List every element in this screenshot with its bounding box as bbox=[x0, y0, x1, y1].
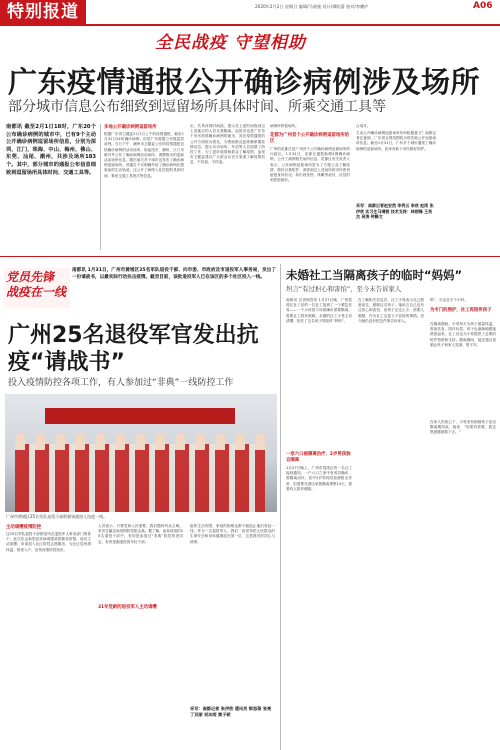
story1-col5-text: 主动公开确诊病例逗留场所有何积极意义？南都记者注意到，广东省全国范围较为领先地公开逗留场所信息。截至1月31日，广东多个城市通报了确诊病例的逗留场所，此举有助于市民做好防护。 bbox=[356, 131, 436, 151]
story2-col3-text: 组织生活有限、家庭的困难也都不能阻止他们奔赴一线。作为一名退役军人，我们一直坚持把人民群众的生命安全和身体健康放在第一位，这是我们的初心与使命。 bbox=[190, 524, 275, 544]
story3-col1b-text: 1月27日晚上，广州市荔湾区的一名社工接到通知，一户六口之家中有成员确诊，需隔离治疗。其中2岁男孩经检测暂无异常，但需要在酒店单独隔离观察14天，需要有人陪伴照顾。 bbox=[286, 466, 352, 491]
banner-slogan-text: 全民战疫 守望相助 bbox=[155, 33, 306, 53]
story3-headline: 未婚社工当隔离孩子的临时“妈妈” bbox=[286, 268, 463, 282]
story1-col4-heading: 花都为广州首个公开确诊病例逗留场所的区 bbox=[270, 133, 350, 144]
story3-col3-intro: 妈”，长达近半个小时。 bbox=[430, 298, 468, 302]
story3-col3b-text: 在家人的担心下，小易坚持照顾孩子直至隔离期结束，她说：“如果有需要，我还愿意继续做下去。” bbox=[430, 420, 496, 435]
story2-col1-heading: 主动请缨疫情防控 bbox=[6, 525, 42, 530]
story1-subhead: 部分城市信息公布细致到逗留场所具体时间、所乘交通工具等 bbox=[8, 99, 386, 115]
story3-col3-heading: 为专门的照护，社工再陪伴孩子 bbox=[430, 308, 492, 313]
story1-lead: 南都讯 截至2月1日18时，广东20个公布确诊病例的城市中，已有9个主动公开确诊病例逗留场所信息，分别为深圳、江门、珠海、中山、梅州、佛山、东莞、汕尾、潮州，共涉及场所183个。其中，部分城市的通报公布信息细致到逗留场所具体时间、交通工具等。 bbox=[6, 124, 96, 176]
story2-headline: 广州25名退役军官发出抗疫“请战书” bbox=[8, 323, 259, 375]
story2-col2-heading: 31年党龄的退役军人主动请缨 bbox=[98, 605, 157, 610]
story1-col2-text: 根据广东省卫健委2月1日上午的疫情通报，截至1月31日24时确诊病例。但是广东数据公开数量居前列。当日下午，潮州市卫健委公布的疫情通报包括确诊病例的活动场所，如汕尾市、潮州、江门市都对外公布了确诊病例活动场所，调整推出的更新活动场所信息，随后南方多个城市也发布了确诊病例逗留场所。该通告不仅明确介绍了确诊病例在感染前的生活轨迹，还公开了病例入住医院的具体时间、乘坐交通工具班次等信息。 bbox=[104, 132, 184, 178]
story2-side-banner-text: 党员先锋 战疫在一线 bbox=[6, 270, 67, 299]
story3-subhead: 坦言“有过担心和害怕”，至今未告诉家人 bbox=[286, 285, 402, 293]
date-line: 2020年2月2日 星期日 编辑/马骁骏 设计/谭阳蕾 校对/李鹏庐 bbox=[255, 4, 369, 9]
section-tab bbox=[0, 0, 86, 24]
story3-col2-text: 在了解相关信息后，社工小易表示自己愿意前往，照顾这名孩子。她坦言自己也有过担心和害怕，但孩子还这么小，需要人照顾，作为社工这是义不容辞的事情。至今她仍没有把这件事告诉家人。 bbox=[358, 298, 424, 323]
masthead-rule bbox=[0, 24, 500, 26]
story3-col1-heading: 一家六口被隔离治疗，2岁男孩独自隔离 bbox=[286, 452, 351, 463]
story1-col4-text: 广州的花都区是广州首个公开确诊病例逗留场所的行政区。1月31日，花都区通报新增4例确诊病例，公开了病例相关场所信息。花都区有关负责人表示，公开病例逗留场所是为了方便公众了解疫情，做好自我防护，请曾到过上述场所的市民密切留意身体状况，如出现发热、咳嗽等症状，应及时到医院就诊。 bbox=[270, 147, 350, 183]
story3-col3-text: 在隔离期间，小易每天为孩子测量体温、准备饮食、陪伴玩耍，孩子也渐渐地跟她熟悉起来。社工站也为小易提供了必要的防护物资和支持。隔离期间，她还通过视频让孩子和家人见面，报平安。 bbox=[430, 322, 496, 347]
story1-rule-1 bbox=[100, 124, 101, 250]
story2-col1-text: 这25名军队退役干部都是所在退役军人事务部门的骨干，此次抗击新型冠状病毒感染的肺炎疫情，他们主动请缨，申请加入社区防控志愿服务，为社区居民测体温、排查入户、宣传疫情防控知识。 bbox=[6, 532, 91, 552]
photo-group bbox=[5, 434, 277, 512]
story2-col2-text: 人员表示，只要党和人民需要，我们随时听从召唤，坚决打赢这场疫情防控阻击战。据了解，参加请战的25名退役干部中，有的是参加过“非典”防控的老同志，有的是刚退役的年轻干部。 bbox=[98, 524, 183, 544]
story3-col1-text: 南都讯 记者杨智坚 1月27日晚，广州荔湾区社工站的一位社工接到了一个紧急任务——一个小孩因父母被确诊需要隔离，需要社工陪伴照顾。未婚的社工小易主动请缨，担任了这名孩子的临时“妈妈”。 bbox=[286, 298, 352, 323]
banner-slogan bbox=[155, 28, 405, 52]
story1-col5-intro: 合成对。 bbox=[356, 124, 371, 128]
photo-banner bbox=[45, 408, 235, 424]
story1-bottom-rule bbox=[0, 256, 500, 257]
story2-side-banner bbox=[4, 268, 70, 308]
story1-col3-text: 出，共具体到时间段，提示在上述时间段到过上述地点的人员自我隔离。汕尾市也是广东首个发布疫情确诊病例的地市，其在疫情通报的公开方面较为领先，为帮助群众更准确掌握疫情动态，提示各市场所、车站等人员加强了防控工作，为了更好地帮助群众了解疫情，汕尾市卫健委建议广大群众从官方渠道了解疫情信息，不信谣、不传谣。 bbox=[190, 124, 265, 165]
story2-credits: 采写：南都记者 张伊欣 通讯员 郭思蓓 张亮 丁双丽 刘冰雨 黄子硕 bbox=[190, 706, 272, 717]
story1-col4-intro: 病例所停留场所。 bbox=[270, 124, 299, 128]
story1-credits: 采写：南都记者赵安然 李秀云 李欣 赵雨 张伊欣 实习生马靖茜 技术支持：林炳锋 王英杰 吴涛 钟静文 bbox=[356, 203, 434, 220]
story2-photo-caption: 广州市黄埔区25名军队退役干部积极请战投入抗疫一线。 bbox=[6, 514, 108, 519]
story-divider bbox=[280, 264, 281, 750]
story2-subhead: 投入疫情防控各项工作，有人参加过“非典”一线防控工作 bbox=[8, 378, 234, 388]
story1-headline: 广东疫情通报公开确诊病例涉及场所 bbox=[8, 65, 481, 99]
story1-col2-heading: 多地公开确诊病例逗留场所 bbox=[104, 125, 157, 130]
section-tab-label: 特别报道 bbox=[7, 2, 79, 22]
story2-intro: 南都讯 1月31日，广州市黄埔区25名军队退役干部、向市委、市政府及市退役军人事务局，发出了一份请战书，以最实际行动抗击疫情。截至目前，该批退役军人已在该区的多个社区投入一线。 bbox=[72, 268, 276, 280]
story2-photo bbox=[5, 394, 277, 512]
page-label: A06 bbox=[473, 1, 493, 11]
